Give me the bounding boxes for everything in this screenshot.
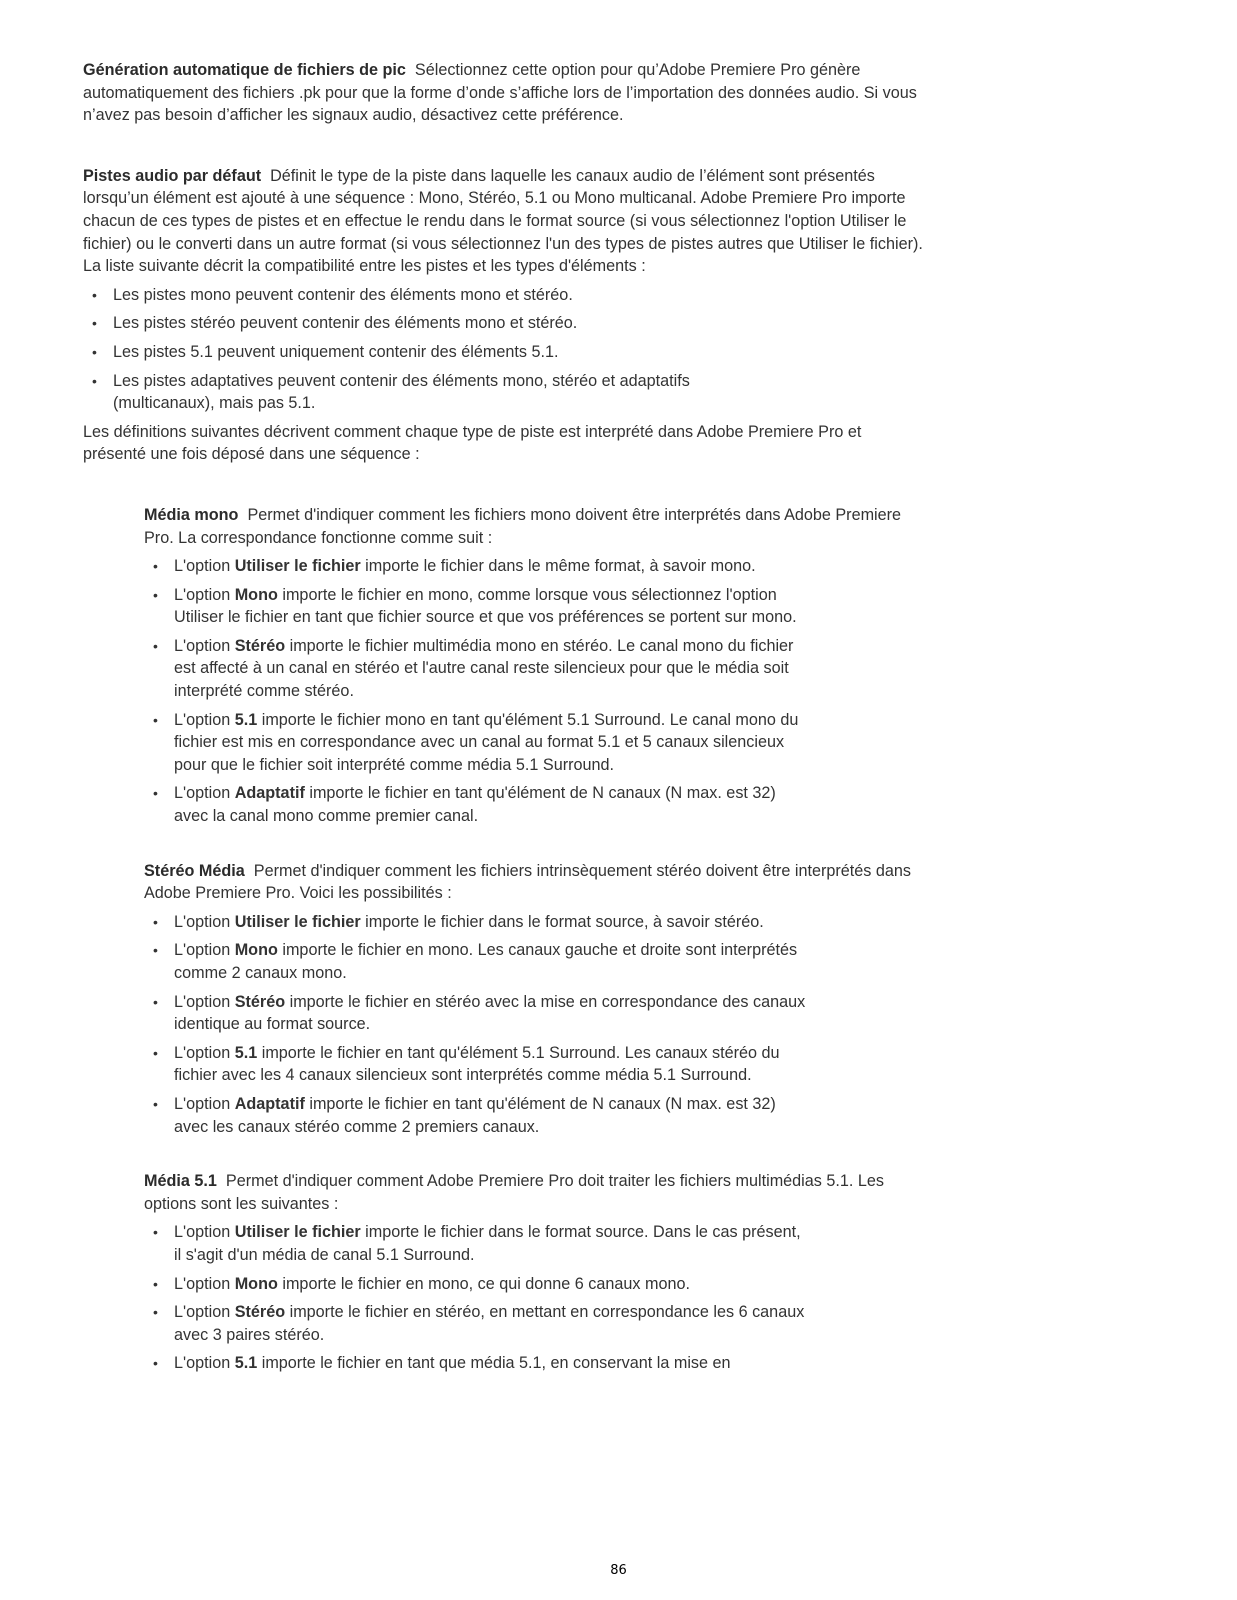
list-item [174, 1093, 806, 1138]
text-media51: Permet d'indiquer comment Adobe Premiere Pro doit traiter les fichiers multimédias 5.1. Les options sont les suivantes : [144, 1172, 884, 1213]
section-media51 [144, 1170, 943, 1375]
section-pistes [83, 165, 928, 278]
option-name: 5.1 [234, 1043, 258, 1062]
list-item: • Les pistes 5.1 peuvent uniquement contenir des éléments 5.1. [113, 341, 753, 364]
option-name: Mono [234, 1274, 278, 1293]
bullet-post: importe le fichier en tant que média 5.1, en conservant la mise en [257, 1354, 731, 1373]
bullet-pre: L'option [174, 557, 235, 576]
option-name: Adaptatif [234, 784, 305, 803]
bullet-pre: L'option [174, 1354, 235, 1373]
term-media51: Média 5.1 [144, 1172, 217, 1191]
bullet-post: importe le fichier dans le format source, à savoir stéréo. [360, 912, 764, 931]
pistes-after: Les définitions suivantes décrivent comment chaque type de piste est interprété dans Adobe Premiere Pro et présenté une fois déposé dans une séquence : [83, 422, 862, 464]
bullet-pre: L'option [174, 784, 235, 803]
bullet-post: importe le fichier en stéréo, en mettant en correspondance les 6 canaux avec 3 paires stéréo. [174, 1303, 805, 1344]
bullet-pre: L'option [174, 1223, 235, 1242]
option-name: Utiliser le fichier [234, 1223, 361, 1242]
list-item [174, 939, 806, 984]
bullet-post: importe le fichier dans le format source. Dans le cas présent, il s'agit d'un média de canal 5.1 Surround. [174, 1223, 801, 1264]
term-stereo: Stéréo Média [144, 861, 245, 880]
text-pic: Sélectionnez cette option pour qu’Adobe Premiere Pro génère automatiquement des fichiers .pk pour que la forme d’onde s’affiche lors de l’importation des données audio. Si vous n’avez pas besoin d’afficher les signaux audio, désactivez cette préférence. [83, 61, 917, 125]
list-item [174, 584, 806, 629]
section-stereo [144, 860, 943, 1139]
bullet-pre: L'option [174, 1043, 235, 1062]
list-item [174, 991, 806, 1036]
option-name: Stéréo [234, 992, 286, 1011]
bullet-post: importe le fichier en mono. Les canaux gauche et droite sont interprétés comme 2 canaux mono. [174, 941, 798, 982]
option-name: Stéréo [234, 636, 286, 655]
stereo-intro [144, 860, 934, 905]
bullet-pre: L'option [174, 636, 235, 655]
mono-intro [144, 504, 904, 549]
list-item: • Les pistes mono peuvent contenir des éléments mono et stéréo. [113, 284, 753, 307]
bullet-pre: L'option [174, 1094, 235, 1113]
term-mono: Média mono [144, 505, 239, 524]
term-pic: Génération automatique de fichiers de pic [83, 61, 406, 79]
list-item [174, 555, 806, 578]
option-name: Utiliser le fichier [234, 557, 361, 576]
bullet-post: importe le fichier mono en tant qu'élément 5.1 Surround. Le canal mono du fichier est mis en correspondance avec un canal au format 5.1 et 5 canaux silencieux pour que le fichier soit interprété comme média 5.1 Surround. [174, 710, 799, 774]
bullet-post: importe le fichier en mono, comme lorsque vous sélectionnez l'option Utiliser le fichier en tant que fichier source et que vos préférences se portent sur mono. [174, 585, 797, 627]
term-pistes: Pistes audio par défaut [83, 166, 262, 185]
stereo-list [144, 911, 806, 1138]
option-name: 5.1 [234, 710, 258, 729]
text-pistes: Définit le type de la piste dans laquelle les canaux audio de l’élément sont présentés lorsqu’un élément est ajouté à une séquence : Mono, Stéréo, 5.1 ou Mono multicanal. Adobe Premiere Pro importe chacun de ces types de pistes et en effectue le rendu dans le format source (si vous sélectionnez l'option Utiliser le fichier) ou le converti dans un autre format (si vous sélectionnez l'un des types de pistes autres que Utiliser le fichier). La liste suivante décrit la compatibilité entre les pistes et les types d'éléments : [83, 166, 923, 276]
option-name: Stéréo [234, 1303, 286, 1322]
list-item [174, 635, 806, 703]
media51-intro [144, 1170, 914, 1215]
list-item [174, 911, 806, 934]
bullet-post: importe le fichier en mono, ce qui donne 6 canaux mono. [277, 1274, 690, 1293]
page-number: 86 [610, 1563, 627, 1578]
option-name: 5.1 [234, 1354, 258, 1373]
list-item [174, 782, 806, 827]
option-name: Utiliser le fichier [234, 912, 361, 931]
bullet-pre: L'option [174, 992, 235, 1011]
list-item [174, 1273, 806, 1296]
mono-list [144, 555, 806, 828]
option-name: Mono [234, 585, 278, 604]
bullet-post: importe le fichier dans le même format, à savoir mono. [360, 557, 756, 576]
text-mono: Permet d'indiquer comment les fichiers mono doivent être interprétés dans Adobe Premiere Pro. La correspondance fonctionne comme suit : [144, 505, 902, 547]
document-page [83, 59, 943, 1381]
bullet-post: importe le fichier en tant qu'élément de N canaux (N max. est 32) avec les canaux stéréo comme 2 premiers canaux. [174, 1094, 776, 1136]
list-item [174, 709, 806, 777]
list-item [174, 1221, 806, 1266]
section-mono [144, 504, 943, 828]
pistes-list [83, 284, 753, 415]
option-name: Mono [234, 941, 278, 960]
media51-list [144, 1221, 806, 1375]
bullet-post: importe le fichier en tant qu'élément de N canaux (N max. est 32) avec la canal mono comme premier canal. [174, 784, 776, 826]
option-name: Adaptatif [234, 1094, 305, 1113]
list-item [174, 1352, 806, 1375]
bullet-pre: L'option [174, 710, 235, 729]
list-item [174, 1042, 806, 1087]
bullet-pre: L'option [174, 1274, 235, 1293]
bullet-pre: L'option [174, 941, 235, 960]
bullet-post: importe le fichier multimédia mono en stéréo. Le canal mono du fichier est affecté à un canal en stéréo et l'autre canal reste silencieux pour que le média soit interprété comme stéréo. [174, 636, 794, 701]
bullet-pre: L'option [174, 1303, 235, 1322]
list-item: • Les pistes adaptatives peuvent contenir des éléments mono, stéréo et adaptatifs (multicanaux), mais pas 5.1. [113, 370, 753, 415]
bullet-pre: L'option [174, 585, 235, 604]
text-stereo: Permet d'indiquer comment les fichiers intrinsèquement stéréo doivent être interprétés dans Adobe Premiere Pro. Voici les possibilités : [144, 861, 911, 903]
bullet-post: importe le fichier en tant qu'élément 5.1 Surround. Les canaux stéréo du fichier avec les 4 canaux silencieux sont interprétés comme média 5.1 Surround. [174, 1043, 780, 1085]
list-item: • Les pistes stéréo peuvent contenir des éléments mono et stéréo. [113, 312, 753, 335]
list-item [174, 1301, 806, 1346]
section-pic [83, 59, 923, 127]
bullet-post: importe le fichier en stéréo avec la mise en correspondance des canaux identique au format source. [174, 992, 806, 1034]
bullet-pre: L'option [174, 912, 235, 931]
